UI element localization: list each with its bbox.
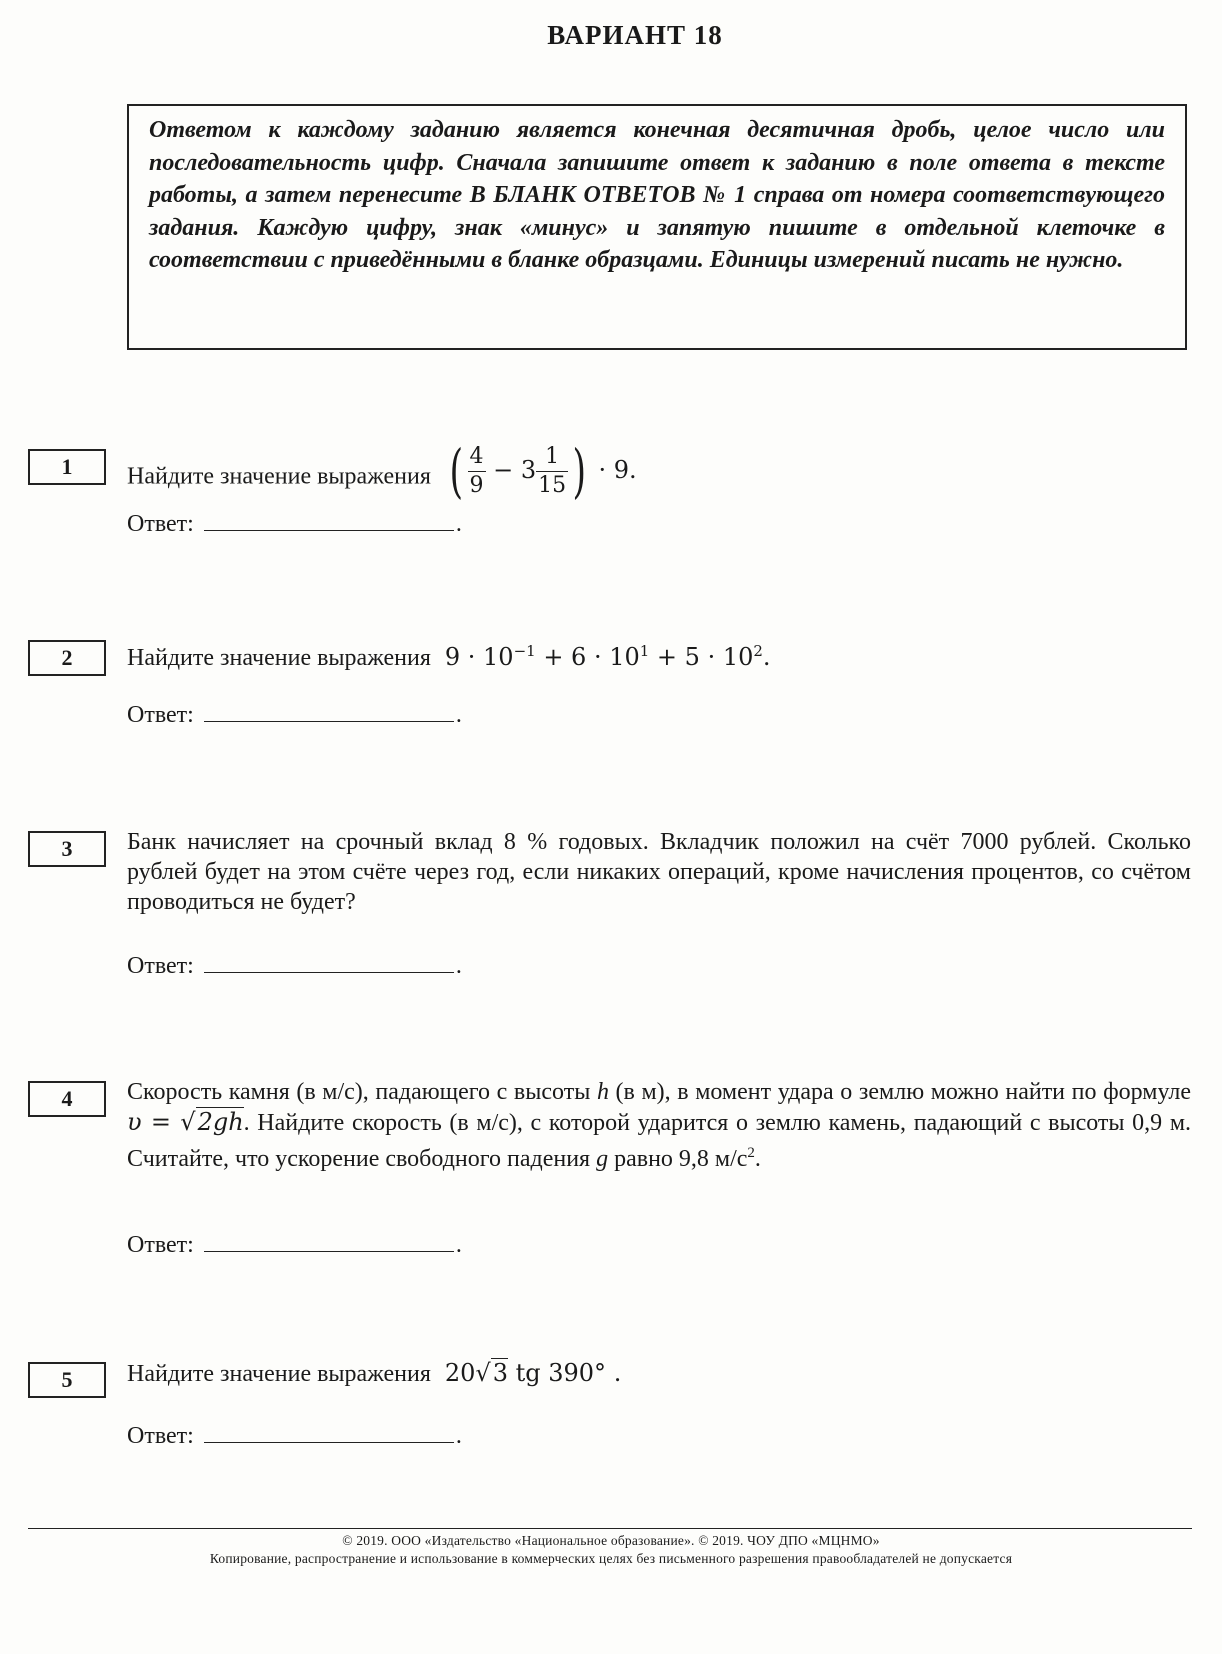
answer-field[interactable] bbox=[204, 950, 454, 973]
formula: υ = √2gh bbox=[127, 1108, 244, 1136]
task-number: 2 bbox=[28, 640, 106, 676]
answer-label: Ответ: bbox=[127, 1423, 194, 1449]
task-number: 5 bbox=[28, 1362, 106, 1398]
footer-divider bbox=[28, 1528, 1192, 1529]
page-title: ВАРИАНТ 18 bbox=[547, 20, 723, 50]
answer-row: Ответ: . bbox=[127, 1229, 462, 1260]
answer-label: Ответ: bbox=[127, 702, 194, 728]
fraction: $\frac{1}{15}$ bbox=[538, 443, 567, 498]
task-prompt: Найдите значение выражения bbox=[127, 1361, 431, 1387]
answer-field[interactable] bbox=[204, 508, 454, 531]
answer-field[interactable] bbox=[204, 1420, 454, 1443]
instructions-box: Ответом к каждому заданию является конечная десятичная дробь, целое число или последовательность цифр. Сначала запишите ответ к заданию в поле ответа в тексте работы, а затем перенесите В БЛАНК ОТВЕТОВ № 1 справа от номера соответствующего задания. Каждую цифру, знак «минус» и запятую пишите в отдельной клеточке в соответствии с приведёнными в бланке образцами. Единицы измерений писать не нужно. bbox=[127, 104, 1187, 350]
right-paren: ) bbox=[572, 437, 587, 505]
answer-label: Ответ: bbox=[127, 1232, 194, 1258]
answer-row: Ответ: . bbox=[127, 699, 462, 730]
answer-field[interactable] bbox=[204, 1229, 454, 1252]
answer-label: Ответ: bbox=[127, 511, 194, 537]
fraction: $\frac{4}{9}$ bbox=[469, 443, 484, 498]
math-expression: 20√3 tg 390° . bbox=[444, 1359, 622, 1387]
answer-row: Ответ: . bbox=[127, 508, 462, 539]
answer-row: Ответ: . bbox=[127, 1420, 462, 1451]
answer-row: Ответ: . bbox=[127, 950, 462, 981]
task-number: 3 bbox=[28, 831, 106, 867]
task-text: Банк начисляет на срочный вклад 8 % годовых. Вкладчик положил на счёт 7000 рублей. Сколько рублей будет на этом счёте через год, если никаких операций, кроме начисления процентов, со счётом проводиться не будет? bbox=[127, 829, 1191, 915]
task-number: 1 bbox=[28, 449, 106, 485]
answer-label: Ответ: bbox=[127, 953, 194, 979]
left-paren: ( bbox=[449, 437, 463, 505]
footer-copyright: © 2019. ООО «Издательство «Национальное образование». © 2019. ЧОУ ДПО «МЦНМО» bbox=[342, 1533, 880, 1548]
math-expression: ( $\frac{4}{9}$ − 3 $\frac{1}{15}$ ) · 9. bbox=[449, 437, 637, 505]
task-text bbox=[127, 1358, 1191, 1389]
task-prompt: Найдите значение выражения bbox=[127, 463, 431, 490]
task-text bbox=[127, 437, 1191, 506]
math-expression: $9 \cdot 10^{-1} + 6 \cdot 10^1 + 5 \cdot 10^2$. bbox=[444, 642, 771, 671]
task-text: Скорость камня (в м/с), падающего с высоты h (в м), в момент удара о землю можно найти по формуле υ = √2gh. Найдите скорость (в м/с), с которой ударится о землю камень, падающий с высоты 0,9 м. Считайте, что ускорение свободного падения g равно 9,8 $м/с^2$. bbox=[127, 1079, 1192, 1172]
task-number: 4 bbox=[28, 1081, 106, 1117]
task-prompt: Найдите значение выражения bbox=[127, 645, 431, 671]
footer-notice: Копирование, распространение и использование в коммерческих целях без письменного разрешения правообладателей не допускается bbox=[209, 1551, 1013, 1566]
answer-field[interactable] bbox=[204, 699, 454, 722]
task-text bbox=[127, 636, 1191, 673]
